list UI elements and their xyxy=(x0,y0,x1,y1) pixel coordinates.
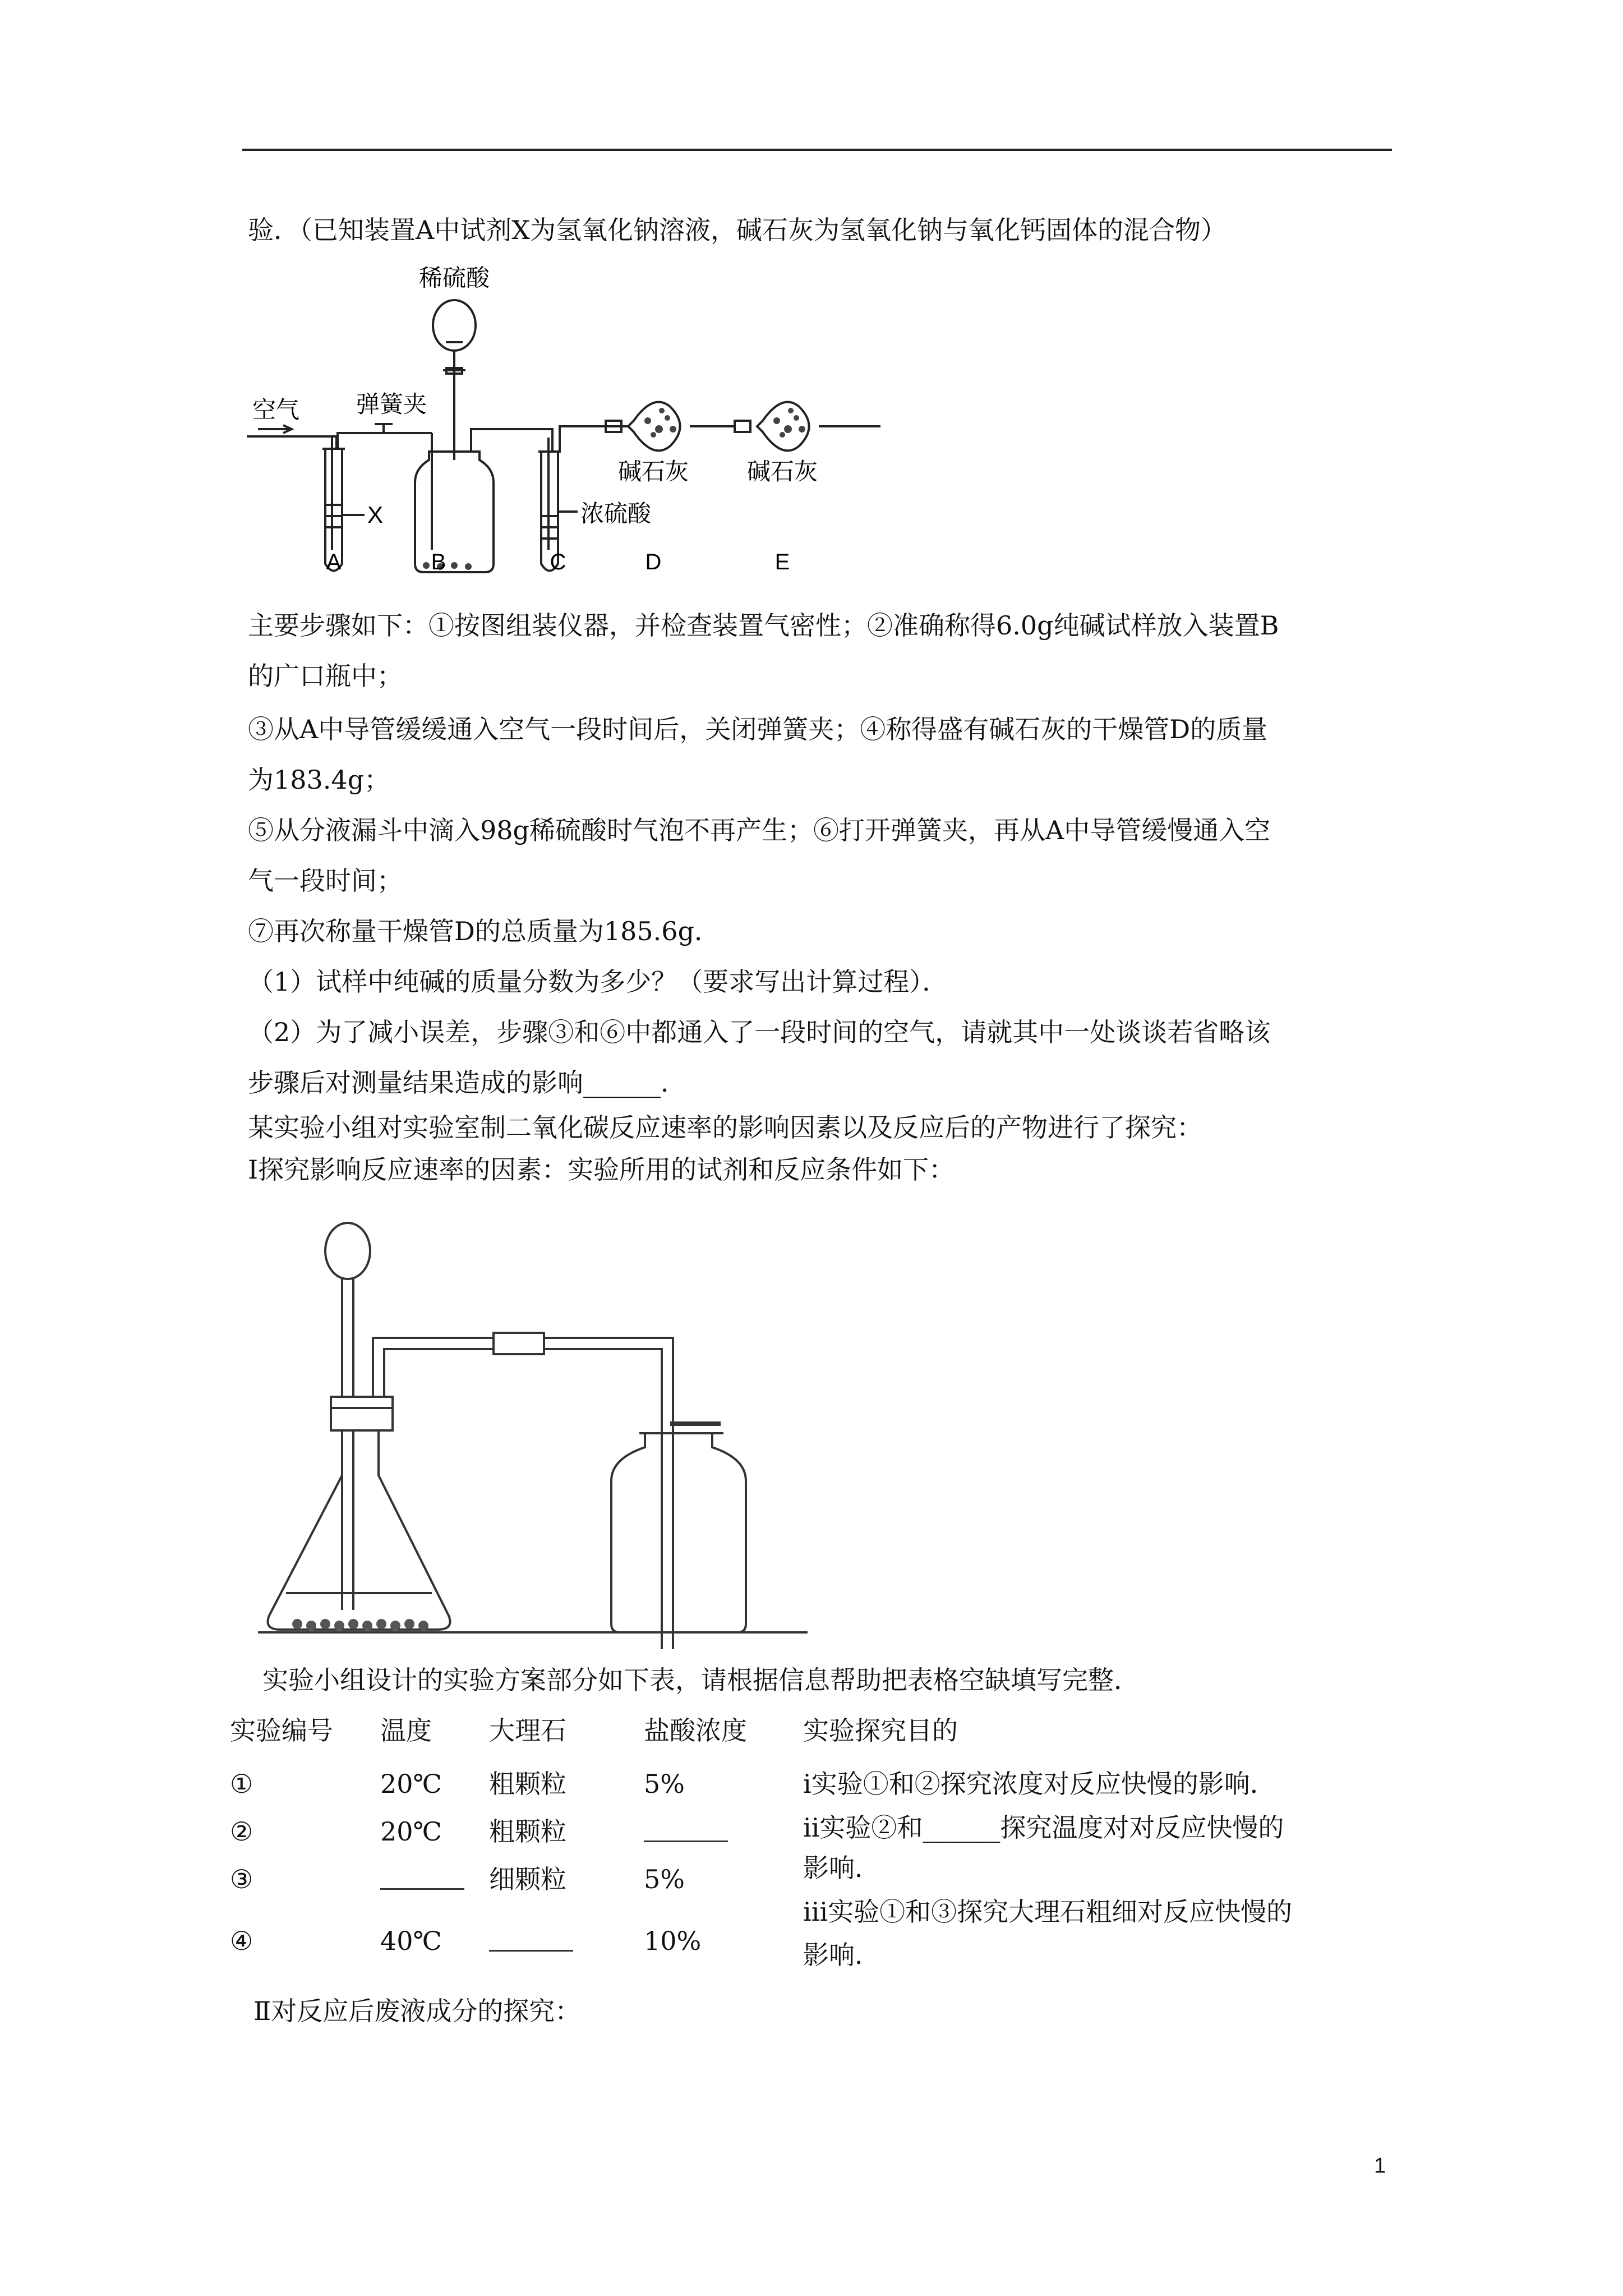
step-line-2: 的广口瓶中； xyxy=(248,661,403,691)
section-intro: 某实验小组对实验室制二氧化碳反应速率的影响因素以及反应后的产物进行了探究： xyxy=(248,1112,1202,1143)
row-4-temp: 40℃ xyxy=(380,1926,442,1956)
row-2-stone: 粗颗粒 xyxy=(489,1816,566,1847)
row-4-conc: 10% xyxy=(644,1926,702,1956)
row-1-conc: 5% xyxy=(644,1769,685,1799)
part-1-heading: Ⅰ探究影响反应速率的因素：实验所用的试剂和反应条件如下： xyxy=(248,1154,955,1185)
step-line-3: ③从A中导管缓缓通入空气一段时间后，关闭弹簧夹；④称得盛有碱石灰的干燥管D的质量 xyxy=(248,714,1268,744)
table-header-conc: 盐酸浓度 xyxy=(644,1715,747,1746)
step-line-4: 为183.4g； xyxy=(248,765,390,795)
purpose-line-4: ⅲ实验①和③探究大理石粗细对反应快慢的 xyxy=(803,1897,1293,1927)
step-line-5: ⑤从分液漏斗中滴入98g稀硫酸时气泡不再产生；⑥打开弹簧夹，再从A中导管缓慢通入空 xyxy=(248,815,1271,845)
label-clip: 弹簧夹 xyxy=(356,391,427,417)
table-header-stone: 大理石 xyxy=(489,1715,566,1746)
label-x: X xyxy=(367,501,384,528)
part-2-heading: Ⅱ对反应后废液成分的探究： xyxy=(253,1996,581,2026)
label-a: A xyxy=(326,550,342,574)
row-4-id: ④ xyxy=(230,1926,253,1956)
label-e: E xyxy=(774,550,790,574)
row-3-temp-blank[interactable] xyxy=(380,1862,464,1898)
row-1-temp: 20℃ xyxy=(380,1769,442,1799)
row-3-stone: 细颗粒 xyxy=(489,1864,566,1894)
label-soda-lime-d: 碱石灰 xyxy=(617,458,689,485)
page-number: 1 xyxy=(1374,2154,1386,2178)
purpose-line-1: ⅰ实验①和②探究浓度对反应快慢的影响． xyxy=(803,1769,1276,1799)
purpose-line-2: ⅱ实验②和______探究温度对对反应快慢的 xyxy=(803,1812,1284,1843)
label-air: 空气 xyxy=(252,397,300,423)
step-line-7: ⑦再次称量干燥管D的总质量为185.6g． xyxy=(248,916,721,946)
label-c: C xyxy=(550,550,566,574)
row-2-conc-blank[interactable] xyxy=(644,1815,728,1850)
apparatus-figure-1 xyxy=(241,258,914,583)
row-2-temp: 20℃ xyxy=(380,1816,442,1847)
row-3-conc: 5% xyxy=(644,1864,685,1894)
label-conc-acid: 浓硫酸 xyxy=(580,500,652,527)
label-dilute-acid: 稀硫酸 xyxy=(418,265,490,291)
question-2-line-1: （2）为了减小误差，步骤③和⑥中都通入了一段时间的空气，请就其中一处谈谈若省略该 xyxy=(248,1017,1271,1047)
apparatus-figure-2 xyxy=(247,1212,875,1649)
row-1-id: ① xyxy=(230,1769,253,1799)
purpose-line-5: 影响． xyxy=(803,1940,880,1970)
step-line-1: 主要步骤如下：①按图组装仪器，并检查装置气密性；②准确称得6.0g纯碱试样放入装置B xyxy=(248,610,1279,641)
question-2-line-2: 步骤后对测量结果造成的影响______． xyxy=(248,1068,686,1098)
table-header-id: 实验编号 xyxy=(230,1715,333,1746)
question-1: （1）试样中纯碱的质量分数为多少？（要求写出计算过程）． xyxy=(248,967,948,997)
intro-text: 验．（已知装置A中试剂X为氢氧化钠溶液，碱石灰为氢氧化钠与氧化钙固体的混合物） xyxy=(248,215,1227,245)
row-3-id: ③ xyxy=(230,1864,253,1894)
table-intro: 实验小组设计的实验方案部分如下表，请根据信息帮助把表格空缺填写完整． xyxy=(262,1665,1140,1695)
row-4-stone-blank[interactable] xyxy=(489,1924,573,1959)
row-2-id: ② xyxy=(230,1816,253,1847)
table-header-temp: 温度 xyxy=(380,1715,432,1746)
row-1-stone: 粗颗粒 xyxy=(489,1769,566,1799)
label-d: D xyxy=(645,550,662,574)
step-line-6: 气一段时间； xyxy=(248,866,403,896)
purpose-line-3: 影响． xyxy=(803,1853,880,1883)
header-rule xyxy=(242,149,1392,151)
label-b: B xyxy=(431,550,446,574)
label-soda-lime-e: 碱石灰 xyxy=(746,458,818,485)
table-header-purpose: 实验探究目的 xyxy=(803,1715,958,1746)
